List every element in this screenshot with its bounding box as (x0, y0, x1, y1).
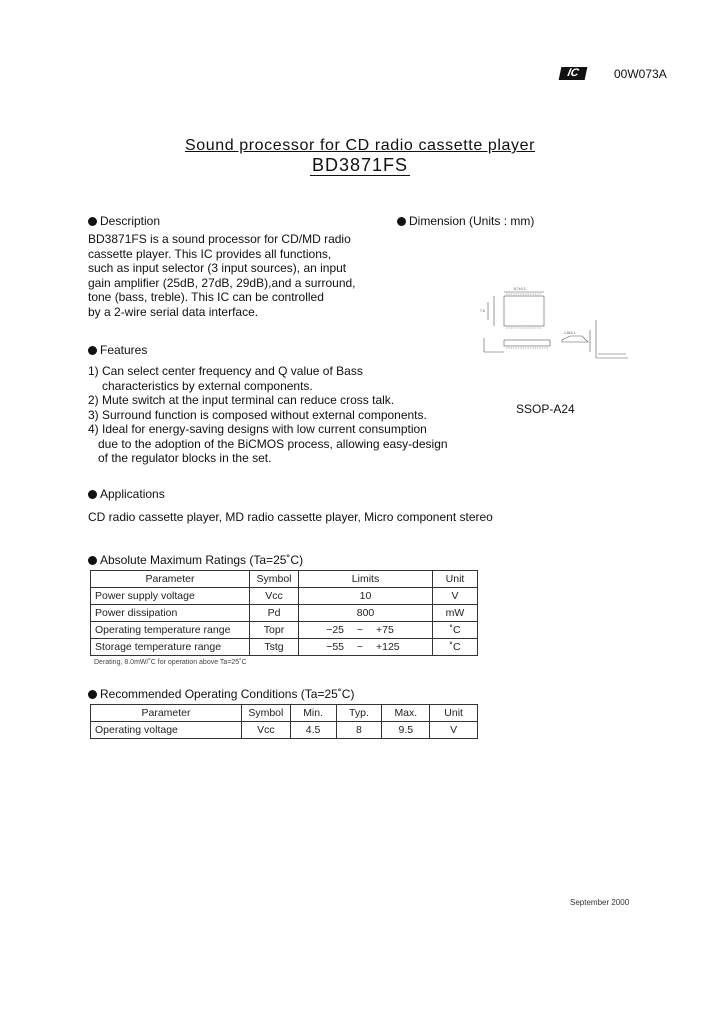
rec-op-table (90, 704, 478, 739)
table-cell-parameter: Storage temperature range (91, 639, 250, 656)
table-header-cell: Limits (299, 571, 433, 588)
features-heading (88, 343, 147, 358)
document-subtitle: Sound processor for CD radio cassette player (184, 137, 536, 154)
table-header-cell: Max. (382, 705, 430, 722)
document-number: 00W073A (614, 67, 667, 81)
table-row (91, 605, 478, 622)
features-list (88, 364, 448, 466)
description-body (88, 232, 356, 319)
table-header-cell: Typ. (336, 705, 382, 722)
part-number-title (0, 155, 720, 176)
table-cell-limit-max: +75 (372, 622, 433, 639)
feature-item: 4) Ideal for energy-saving designs with low current consumption (88, 422, 427, 436)
description-line: gain amplifier (25dB, 27dB, 29dB),and a surround, (88, 275, 356, 290)
feature-item-continuation: characteristics by external components. (102, 378, 313, 393)
package-label: SSOP-A24 (516, 402, 575, 416)
table-cell-symbol: Tstg (250, 639, 299, 656)
dimension-label: 7.6 (480, 309, 485, 313)
table-cell-parameter: Operating temperature range (91, 622, 250, 639)
table-cell-parameter: Power dissipation (91, 605, 250, 622)
table-cell-parameter: Operating voltage (91, 722, 242, 739)
applications-heading (88, 487, 165, 502)
bullet-icon (88, 217, 97, 226)
package-dimension-drawing (478, 282, 638, 364)
bullet-icon (88, 556, 97, 565)
table-row (91, 722, 478, 739)
description-line: tone (bass, treble). This IC can be controlled (88, 290, 324, 304)
applications-text: CD radio cassette player, MD radio cassette player, Micro component stereo (88, 510, 493, 524)
feature-item-continuation: due to the adoption of the BiCMOS process, allowing easy-design (98, 436, 448, 451)
table-cell-parameter: Power supply voltage (91, 588, 250, 605)
bullet-icon (397, 217, 406, 226)
table-header-cell: Parameter (91, 705, 242, 722)
table-cell-unit: V (430, 722, 478, 739)
description-line: by a 2-wire serial data interface. (88, 304, 259, 319)
table-cell-symbol: Vcc (242, 722, 291, 739)
table-header-row (91, 705, 478, 722)
dimension-label: 8.7±0.2 (514, 287, 526, 291)
table-header-cell: Parameter (91, 571, 250, 588)
dimension-label: 1.8±0.1 (564, 331, 576, 335)
description-line: cassette player. This IC provides all functions, (88, 246, 332, 261)
table-cell-limit-min: −25 (299, 622, 349, 639)
table-cell-limit: 10 (299, 588, 433, 605)
bullet-icon (88, 490, 97, 499)
table-header-cell: Symbol (242, 705, 291, 722)
table-cell-symbol: Pd (250, 605, 299, 622)
table-cell-unit: V (433, 588, 478, 605)
table-cell-limit-min: −55 (299, 639, 349, 656)
table-header-cell: Min. (290, 705, 336, 722)
feature-item: 2) Mute switch at the input terminal can reduce cross talk. (88, 393, 395, 407)
table-cell-unit: ˚C (433, 639, 478, 656)
rec-op-heading (88, 687, 354, 702)
table-cell-limit: 800 (299, 605, 433, 622)
abs-max-heading-label: Absolute Maximum Ratings (Ta=25˚C) (100, 553, 304, 567)
table-row (91, 622, 478, 639)
description-line: BD3871FS is a sound processor for CD/MD radio (88, 232, 351, 246)
description-heading-label: Description (100, 214, 161, 228)
description-heading (88, 214, 160, 229)
table-header-cell: Symbol (250, 571, 299, 588)
description-line: such as input selector (3 input sources), an input (88, 261, 347, 275)
dimension-heading (397, 214, 534, 229)
rec-op-heading-label: Recommended Operating Conditions (Ta=25˚C) (100, 687, 355, 701)
table-cell-symbol: Topr (250, 622, 299, 639)
table-cell-typ: 8 (336, 722, 382, 739)
table-cell-limit-sep: ~ (348, 639, 372, 656)
table-row (91, 588, 478, 605)
footer-date: September 2000 (570, 898, 630, 907)
table-header-cell: Unit (433, 571, 478, 588)
feature-item: 3) Surround function is composed without external components. (88, 407, 427, 422)
table-row (91, 639, 478, 656)
table-cell-max: 9.5 (382, 722, 430, 739)
bullet-icon (88, 346, 97, 355)
abs-max-table (90, 570, 478, 656)
part-number: BD3871FS (311, 155, 409, 175)
applications-heading-label: Applications (100, 487, 165, 501)
table-cell-symbol: Vcc (250, 588, 299, 605)
table-cell-min: 4.5 (290, 722, 336, 739)
abs-max-heading (88, 553, 303, 568)
table-cell-limit-max: +125 (372, 639, 433, 656)
table-header-row (91, 571, 478, 588)
feature-item-continuation: of the regulator blocks in the set. (98, 451, 272, 465)
rohm-logo-icon: IC (559, 67, 588, 80)
table-cell-unit: mW (433, 605, 478, 622)
bullet-icon (88, 690, 97, 699)
table-cell-unit: ˚C (433, 622, 478, 639)
table-cell-limit-sep: ~ (348, 622, 372, 639)
dimension-heading-label: Dimension (Units : mm) (409, 214, 535, 228)
derating-note: Derating, 8.0mW/˚C for operation above Ta=25˚C (94, 659, 247, 666)
table-header-cell: Unit (430, 705, 478, 722)
feature-item: 1) Can select center frequency and Q value of Bass (88, 364, 363, 378)
features-heading-label: Features (100, 343, 148, 357)
